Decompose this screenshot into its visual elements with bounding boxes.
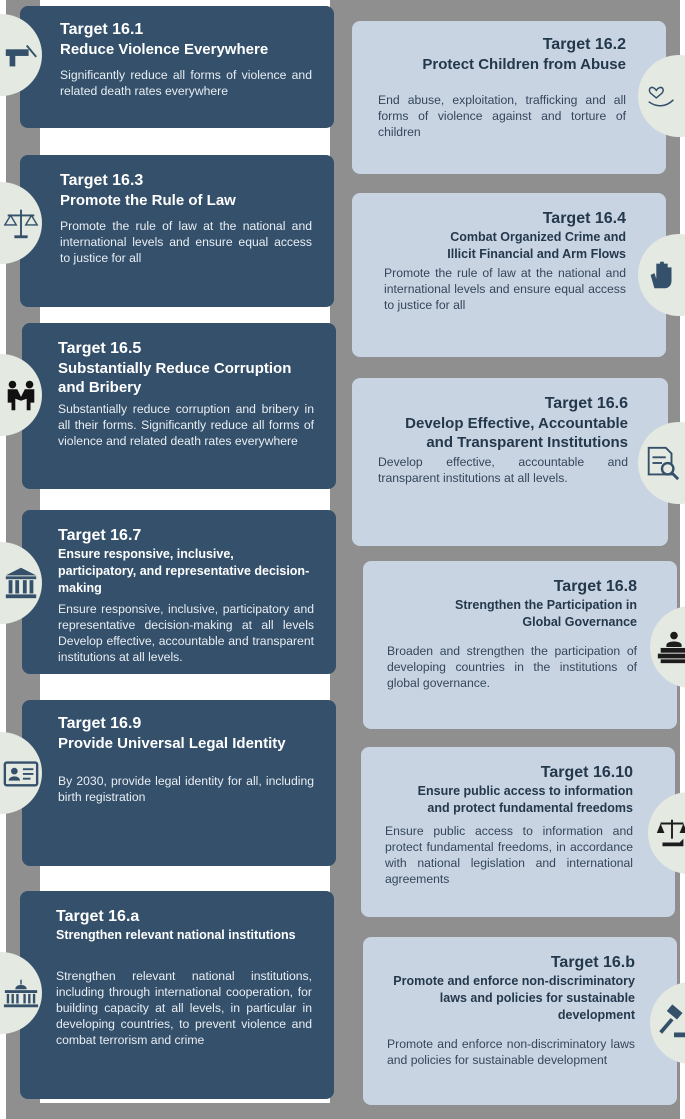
target-card-16-5 bbox=[22, 323, 336, 489]
target-body: Ensure public access to information and protect fundamental freedoms, in accordance with national legislation and international agreements bbox=[385, 824, 633, 886]
target-id: Target 16.7 bbox=[58, 527, 142, 544]
target-body: Promote the rule of law at the national and international levels and ensure equal access to justice for all bbox=[60, 219, 312, 265]
target-card-16-2 bbox=[352, 21, 666, 174]
target-id: Target 16.6 bbox=[544, 395, 628, 412]
target-title: Substantially Reduce Corruption and Bribery bbox=[58, 360, 292, 396]
target-card-16-7 bbox=[22, 510, 336, 674]
target-body: By 2030, provide legal identity for all, including birth registration bbox=[58, 774, 314, 804]
target-id: Target 16.b bbox=[550, 954, 635, 971]
target-id: Target 16.9 bbox=[58, 715, 142, 732]
target-id: Target 16.3 bbox=[60, 172, 144, 189]
target-id: Target 16.2 bbox=[542, 36, 626, 53]
target-body: Develop effective, accountable and transparent institutions at all levels. bbox=[378, 455, 628, 485]
target-id: Target 16.10 bbox=[540, 764, 633, 781]
target-body: Significantly reduce all forms of violence and related death rates everywhere bbox=[60, 68, 312, 98]
target-body: Broaden and strengthen the participation of developing countries in the institutions of global governance. bbox=[387, 644, 637, 690]
target-title: Protect Children from Abuse bbox=[422, 56, 626, 73]
target-card-16-10 bbox=[361, 747, 675, 917]
target-card-16-1 bbox=[20, 6, 334, 128]
target-title: Strengthen the Participation in Global Governance bbox=[455, 598, 637, 629]
target-body: Promote the rule of law at the national and international levels and ensure equal access to justice for all bbox=[384, 266, 626, 312]
target-title: Provide Universal Legal Identity bbox=[58, 735, 286, 752]
target-id: Target 16.5 bbox=[58, 340, 142, 357]
target-body: Promote and enforce non-discriminatory laws and policies for sustainable development bbox=[387, 1037, 635, 1067]
target-title: Strengthen relevant national institutions bbox=[56, 928, 296, 942]
target-title: Combat Organized Crime and Illicit Financial and Arm Flows bbox=[447, 230, 626, 261]
target-card-16-a bbox=[20, 891, 334, 1099]
target-title: Ensure responsive, inclusive, participatory, and representative decision-making bbox=[58, 547, 310, 595]
target-title: Develop Effective, Accountable and Transparent Institutions bbox=[405, 415, 628, 451]
target-card-16-6 bbox=[352, 378, 668, 546]
target-card-16-3 bbox=[20, 155, 334, 307]
target-id: Target 16.1 bbox=[60, 21, 144, 38]
target-title: Ensure public access to information and protect fundamental freedoms bbox=[417, 784, 633, 815]
target-card-16-9 bbox=[22, 700, 336, 866]
target-body: Strengthen relevant national institutions, including through international cooperation, for building capacity at all levels, in particular in developing countries, to prevent violence and combat terrorism and crime bbox=[56, 969, 312, 1047]
bottom-bar bbox=[6, 1103, 680, 1119]
target-card-16-8 bbox=[363, 561, 677, 729]
target-card-16-4 bbox=[352, 193, 666, 357]
target-body: Ensure responsive, inclusive, participatory and representative decision-making at all levels Develop effective, accountable and transparent institutions at all levels. bbox=[58, 602, 314, 664]
target-title: Promote the Rule of Law bbox=[60, 192, 236, 209]
target-title: Promote and enforce non-discriminatory laws and policies for sustainable development bbox=[393, 974, 635, 1022]
target-title: Reduce Violence Everywhere bbox=[60, 41, 269, 58]
target-id: Target 16.8 bbox=[553, 578, 637, 595]
target-id: Target 16.4 bbox=[542, 210, 626, 227]
target-card-16-b bbox=[363, 937, 677, 1105]
target-body: End abuse, exploitation, trafficking and all forms of violence against and torture of children bbox=[378, 93, 626, 139]
target-body: Substantially reduce corruption and bribery in all their forms. Significantly reduce all forms of violence and related death rates everywhere bbox=[58, 402, 314, 448]
target-id: Target 16.a bbox=[56, 908, 140, 925]
